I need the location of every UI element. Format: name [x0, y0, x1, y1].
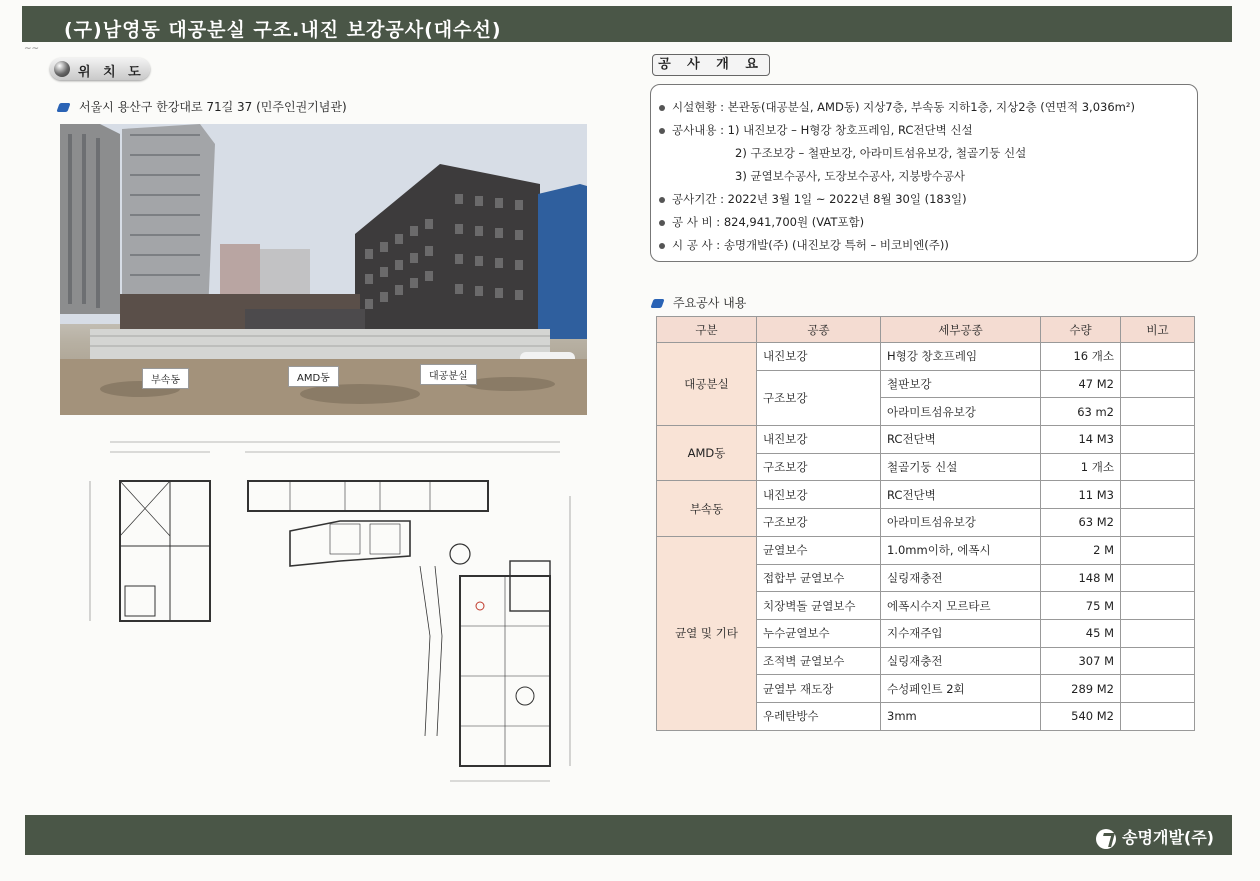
- table-header-row: [657, 317, 1195, 343]
- note-cell: [1121, 453, 1195, 481]
- qty-cell: 63 M2: [1041, 509, 1121, 537]
- table-row: [657, 426, 1195, 454]
- location-section-label: 위 치 도: [78, 65, 145, 80]
- note-cell: [1121, 592, 1195, 620]
- type-cell: 누수균열보수: [757, 619, 881, 647]
- qty-cell: 2 M: [1041, 536, 1121, 564]
- cost-value: 824,941,700원 (VAT포함): [723, 215, 865, 229]
- scope-label: 공사내용: [672, 123, 717, 137]
- footer-bar: [25, 815, 1232, 855]
- qty-cell: 540 M2: [1041, 702, 1121, 730]
- detail-cell: 철판보강: [881, 370, 1041, 398]
- note-cell: [1121, 619, 1195, 647]
- detail-cell: H형강 창호프레임: [881, 343, 1041, 371]
- qty-cell: 307 M: [1041, 647, 1121, 675]
- overview-facility: 시설현황 : 본관동(대공분실, AMD동) 지상7층, 부속동 지하1층, 지상2층 (연면적 3,036m²): [659, 99, 1135, 115]
- scan-mark: ~~: [24, 44, 40, 54]
- qty-cell: 63 m2: [1041, 398, 1121, 426]
- type-cell: 내진보강: [757, 343, 881, 371]
- floor-plan: [80, 436, 580, 796]
- overview-section-label: 공 사 개 요: [652, 54, 770, 76]
- type-cell: 구조보강: [757, 453, 881, 481]
- detail-cell: 3mm: [881, 702, 1041, 730]
- works-heading: 주요공사 내용: [673, 296, 747, 310]
- period-value: 2022년 3월 1일 ~ 2022년 8월 30일 (183일): [727, 192, 967, 206]
- table-row: [657, 536, 1195, 564]
- note-cell: [1121, 536, 1195, 564]
- table-row: [657, 343, 1195, 371]
- cost-label: 공 사 비: [672, 215, 713, 229]
- bullet-dot-icon: [659, 105, 665, 111]
- type-cell: 조적벽 균열보수: [757, 647, 881, 675]
- note-cell: [1121, 398, 1195, 426]
- type-cell: 구조보강: [757, 370, 881, 425]
- type-cell: 내진보강: [757, 481, 881, 509]
- detail-cell: 실링재충전: [881, 647, 1041, 675]
- group-cell: 부속동: [657, 481, 757, 536]
- col-header-qty: 수량: [1041, 317, 1121, 343]
- qty-cell: 1 개소: [1041, 453, 1121, 481]
- scope-item-1: 1) 내진보강 – H형강 창호프레임, RC전단벽 신설: [727, 123, 973, 137]
- type-cell: 치장벽돌 균열보수: [757, 592, 881, 620]
- works-table: [656, 316, 1195, 731]
- qty-cell: 11 M3: [1041, 481, 1121, 509]
- scope-item-2: 2) 구조보강 – 철판보강, 아라미트섬유보강, 철골기둥 신설: [735, 146, 1027, 160]
- detail-cell: 아라미트섬유보강: [881, 398, 1041, 426]
- qty-cell: 16 개소: [1041, 343, 1121, 371]
- contractor-label: 시 공 사: [672, 238, 713, 252]
- note-cell: [1121, 509, 1195, 537]
- note-cell: [1121, 343, 1195, 371]
- photo-label-annex: 부속동: [142, 368, 189, 389]
- type-cell: 균열부 재도장: [757, 675, 881, 703]
- qty-cell: 289 M2: [1041, 675, 1121, 703]
- photo-label-amd: AMD동: [288, 366, 339, 387]
- company-name: 송명개발(주): [1122, 828, 1214, 847]
- qty-cell: 47 M2: [1041, 370, 1121, 398]
- detail-cell: RC전단벽: [881, 481, 1041, 509]
- group-cell: 대공분실: [657, 343, 757, 426]
- col-header-detail: 세부공종: [881, 317, 1041, 343]
- scope-item-3: 3) 균열보수공사, 도장보수공사, 지붕방수공사: [735, 169, 966, 183]
- page-title: (구)남영동 대공분실 구조.내진 보강공사(대수선): [64, 19, 502, 41]
- type-cell: 우레탄방수: [757, 702, 881, 730]
- site-photo: [60, 124, 587, 415]
- overview-period: 공사기간 : 2022년 3월 1일 ~ 2022년 8월 30일 (183일): [659, 191, 967, 207]
- bullet-dot-icon: [659, 197, 665, 203]
- detail-cell: 1.0mm이하, 에폭시: [881, 536, 1041, 564]
- bullet-dot-icon: [659, 220, 665, 226]
- type-cell: 균열보수: [757, 536, 881, 564]
- note-cell: [1121, 481, 1195, 509]
- note-cell: [1121, 702, 1195, 730]
- note-cell: [1121, 564, 1195, 592]
- group-cell: 균열 및 기타: [657, 536, 757, 730]
- facility-value: 본관동(대공분실, AMD동) 지상7층, 부속동 지하1층, 지상2층 (연면적 3,036m²): [727, 100, 1135, 114]
- address-text: 서울시 용산구 한강대로 71길 37 (민주인권기념관): [79, 100, 347, 114]
- qty-cell: 75 M: [1041, 592, 1121, 620]
- type-cell: 구조보강: [757, 509, 881, 537]
- note-cell: [1121, 647, 1195, 675]
- company-logo-icon: [1096, 829, 1116, 849]
- detail-cell: 아라미트섬유보강: [881, 509, 1041, 537]
- overview-scope: 공사내용 : 1) 내진보강 – H형강 창호프레임, RC전단벽 신설: [659, 122, 973, 138]
- note-cell: [1121, 370, 1195, 398]
- bullet-ball-icon: [54, 61, 70, 77]
- bullet-dot-icon: [659, 128, 665, 134]
- overview-box: [650, 84, 1198, 262]
- header-bar: [22, 6, 1232, 42]
- detail-cell: 에폭시수지 모르타르: [881, 592, 1041, 620]
- bullet-icon: [650, 299, 664, 308]
- works-heading-line: [652, 294, 746, 311]
- location-section-chip: [50, 58, 150, 80]
- qty-cell: 45 M: [1041, 619, 1121, 647]
- detail-cell: 수성페인트 2회: [881, 675, 1041, 703]
- detail-cell: RC전단벽: [881, 426, 1041, 454]
- bullet-dot-icon: [659, 243, 665, 249]
- note-cell: [1121, 675, 1195, 703]
- address-line: [58, 98, 347, 115]
- overview-contractor: 시 공 사 : 송명개발(주) (내진보강 특허 – 비코비엔(주)): [659, 237, 949, 253]
- company-logo: [1096, 825, 1214, 849]
- note-cell: [1121, 426, 1195, 454]
- floor-plan-drawing: [80, 436, 580, 796]
- detail-cell: 철골기둥 신설: [881, 453, 1041, 481]
- col-header-note: 비고: [1121, 317, 1195, 343]
- period-label: 공사기간: [672, 192, 717, 206]
- col-header-type: 공종: [757, 317, 881, 343]
- photo-label-main: 대공분실: [420, 364, 477, 385]
- detail-cell: 실링재충전: [881, 564, 1041, 592]
- group-cell: AMD동: [657, 426, 757, 481]
- detail-cell: 지수재주입: [881, 619, 1041, 647]
- col-header-category: 구분: [657, 317, 757, 343]
- type-cell: 내진보강: [757, 426, 881, 454]
- qty-cell: 148 M: [1041, 564, 1121, 592]
- qty-cell: 14 M3: [1041, 426, 1121, 454]
- facility-label: 시설현황: [672, 100, 717, 114]
- type-cell: 접합부 균열보수: [757, 564, 881, 592]
- table-row: [657, 481, 1195, 509]
- contractor-value: 송명개발(주) (내진보강 특허 – 비코비엔(주)): [723, 238, 949, 252]
- bullet-icon: [56, 103, 70, 112]
- overview-cost: 공 사 비 : 824,941,700원 (VAT포함): [659, 214, 864, 230]
